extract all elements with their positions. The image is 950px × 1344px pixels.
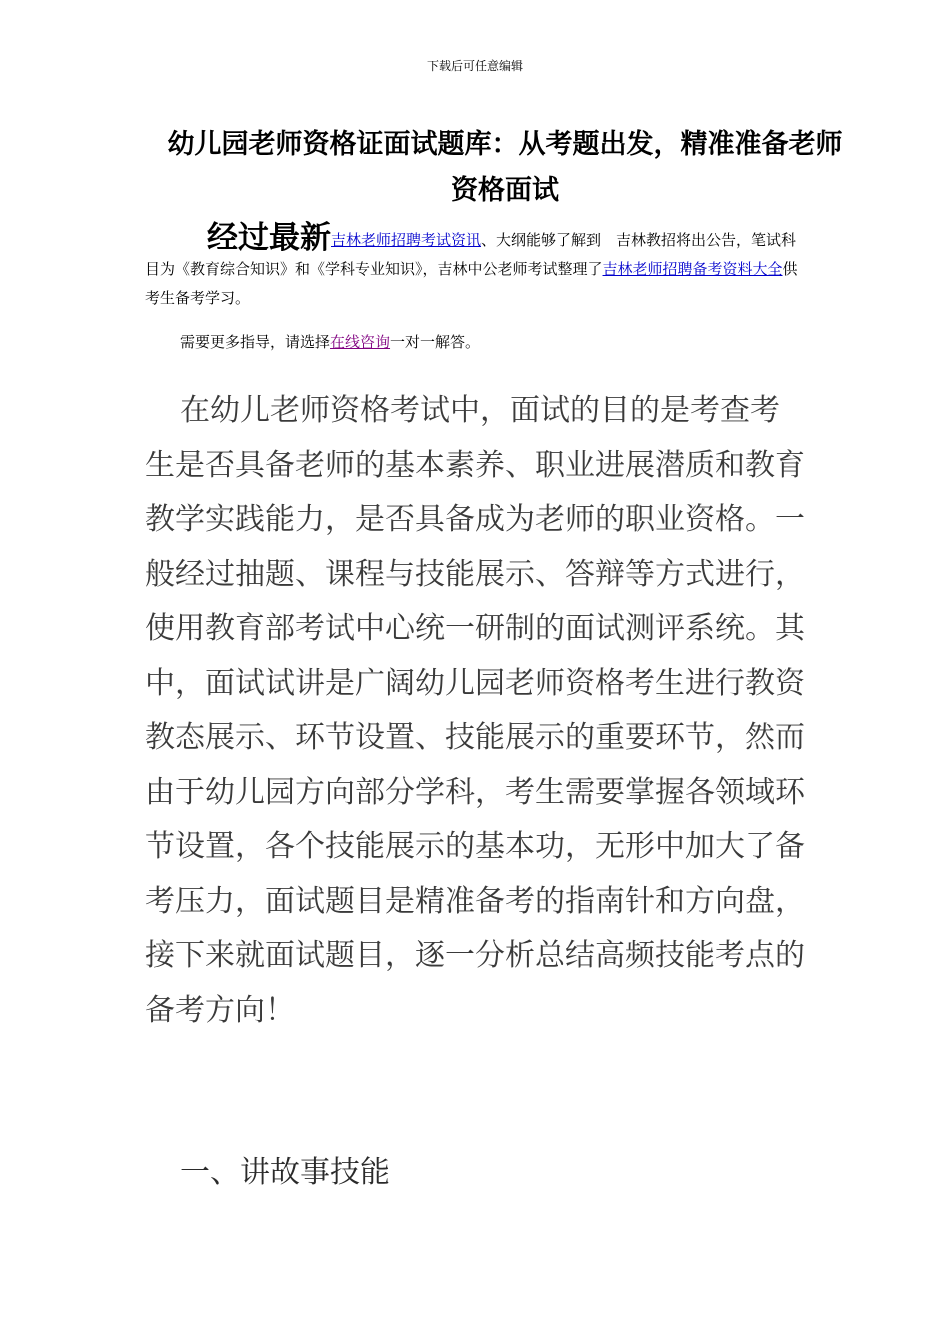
jilin-teacher-exam-news-link[interactable]: 吉林老师招聘考试资讯 bbox=[331, 231, 482, 249]
help-line bbox=[180, 328, 800, 356]
jilin-prep-materials-link[interactable]: 吉林老师招聘备考资料大全 bbox=[602, 260, 783, 278]
intro-lead: 经过最新 bbox=[207, 220, 331, 256]
intro-text: 、大纲能够了解到 吉林教招将出公告，笔试科目为《教育综合知识》和《学科专业知识》，吉林中公老师考试整理了 bbox=[145, 231, 797, 278]
header-note: 下载后可任意编辑 bbox=[426, 59, 523, 73]
body-paragraph: 在幼儿老师资格考试中，面试的目的是考查考生是否具备老师的基本素养、职业进展潜质和教育教学实践能力，是否具备成为老师的职业资格。一般经过抽题、课程与技能展示、答辩等方式进行，使用教育部考试中心统一研制的面试测评系统。其中，面试试讲是广阔幼儿园老师资格考生进行教资教态展示、环节设置、技能展示的重要环节，然而由于幼儿园方向部分学科，考生需要掌握各领域环节设置，各个技能展示的基本功，无形中加大了备考压力，面试题目是精准备考的指南针和方向盘，接下来就面试题目，逐一分析总结高频技能考点的备考方向！ bbox=[145, 393, 805, 1028]
section-heading: 一、讲故事技能 bbox=[180, 1155, 390, 1190]
help-suffix: 一对一解答。 bbox=[390, 333, 481, 351]
intro-paragraph bbox=[145, 220, 805, 313]
intro-text-end: 供考生备考学习。 bbox=[145, 260, 798, 307]
document-title: 幼儿园老师资格证面试题库：从考题出发，精准准备老师资格面试 bbox=[167, 129, 843, 206]
help-prefix: 需要更多指导，请选择 bbox=[180, 333, 331, 351]
online-consult-link[interactable]: 在线咨询 bbox=[330, 333, 391, 351]
